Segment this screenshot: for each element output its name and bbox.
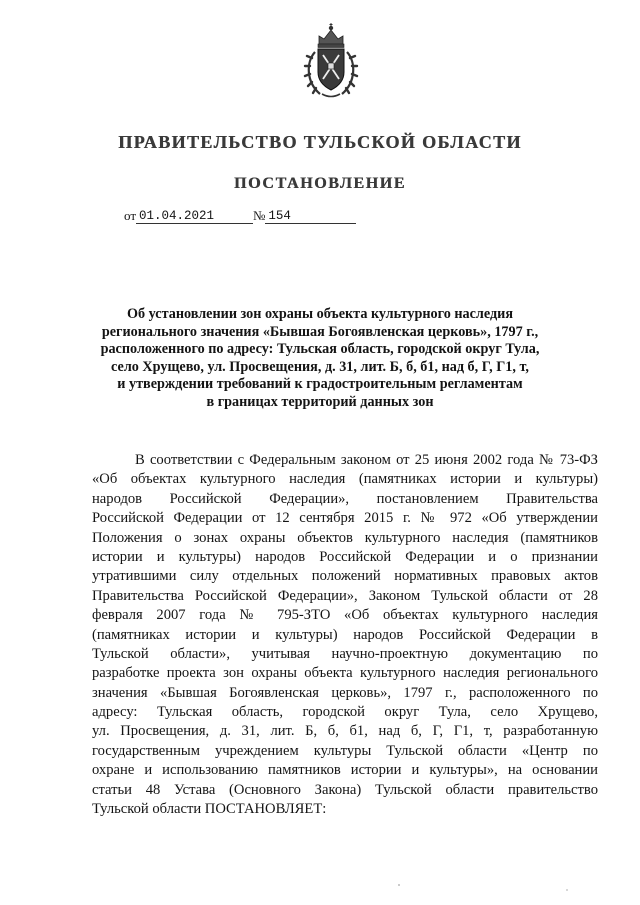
date-number-row [124, 208, 356, 224]
government-title: ПРАВИТЕЛЬСТВО ТУЛЬСКОЙ ОБЛАСТИ [118, 132, 522, 152]
preamble-text [92, 451, 598, 819]
body-line: статьи 48 Устава (Основного Закона) Тульской области правительство [92, 781, 598, 798]
body-line: февраля 2007 года № 795-ЗТО «Об объектах культурного наследия [92, 607, 598, 624]
body-line: (памятниках истории и культуры) народов Российской Федерации в [92, 626, 598, 643]
heading-line: расположенного по адресу: Тульская область, городской округ Тула, [100, 341, 540, 357]
body-line: охране и использованию памятников истории и культуры», на основании [92, 762, 598, 779]
body-line: Положения о зонах охраны объектов культурного наследия (памятников [92, 529, 598, 546]
body-line: народов Российской Федерации», постановлением Правительства [92, 490, 598, 507]
date-prefix: от [124, 208, 137, 223]
heading-line: и утверждении требований к градостроительным регламентам [117, 376, 523, 392]
body-line: В соответствии с Федеральным законом от 25 июня 2002 года № 73-ФЗ [135, 452, 598, 468]
heading-line: Об установлении зон охраны объекта культурного наследия [126, 306, 514, 322]
tula-coat-of-arms-icon [302, 22, 360, 100]
heading-line: в границах территорий данных зон [206, 393, 434, 410]
scan-speck [566, 889, 568, 891]
number-prefix: № [253, 208, 266, 223]
document-type: ПОСТАНОВЛЕНИЕ [234, 175, 406, 192]
body-line: ул. Просвещения, д. 31, лит. Б, б, б1, над б, Г, Г1, т, разработанную [92, 723, 598, 740]
body-line: «Об объектах культурного наследия (памятниках истории и культуры) [92, 471, 598, 488]
body-line: Тульской области ПОСТАНОВЛЯЕТ: [92, 801, 327, 818]
body-line: адресу: Тульская область, городской округ Тула, село Хрущево, [92, 704, 598, 721]
heading-line: регионального значения «Бывшая Богоявленская церковь», 1797 г., [101, 323, 539, 340]
body-line: разработке проекта зон охраны объекта культурного наследия регионального [92, 665, 598, 682]
body-line: утратившими силу отдельных положений нормативных правовых актов [92, 568, 598, 585]
document-number: 154 [265, 209, 356, 224]
scan-speck [398, 884, 400, 886]
body-line: государственным учреждением культуры Тульской области «Центр по [92, 742, 598, 759]
body-line: Правительства Российской Федерации», Законом Тульской области от 28 [92, 587, 598, 604]
body-line: Тульской области», учитывая научно-проектную документацию по [92, 645, 598, 662]
body-line: значения «Бывшая Богоявленская церковь», 1797 г., расположенного по [92, 684, 598, 701]
heading-line: село Хрущево, ул. Просвещения, д. 31, лит. Б, б, б1, над б, Г, Г1, т, [111, 358, 529, 375]
body-line: истории и культуры) народов Российской Федерации и о признании [92, 548, 598, 565]
body-line: Российской Федерации от 12 сентября 2015 г. № 972 «Об утверждении [92, 510, 598, 527]
document-date: 01.04.2021 [136, 209, 253, 224]
document-heading [96, 306, 544, 411]
